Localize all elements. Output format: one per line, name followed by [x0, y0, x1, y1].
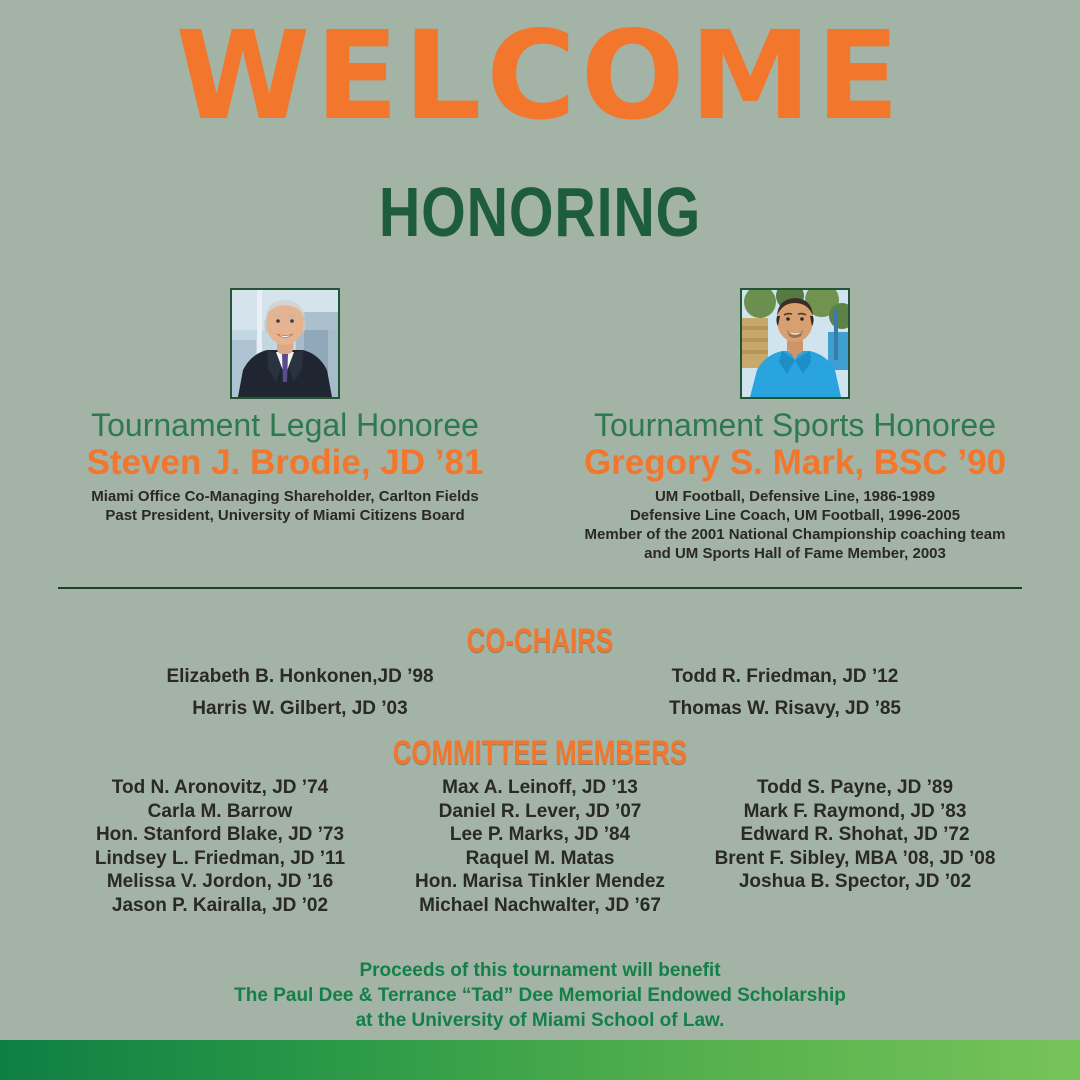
steven-brodie-portrait-image: [232, 290, 338, 397]
bio-line: UM Football, Defensive Line, 1986-1989: [654, 488, 936, 505]
legal-honoree-bio: [55, 487, 515, 525]
legal-honoree-role: Tournament Legal Honoree: [91, 407, 479, 443]
section-divider: [58, 587, 1022, 589]
committee-member-name: Jason P. Kairalla, JD ’02: [111, 894, 329, 916]
honoree-legal-block: [55, 288, 515, 525]
committee-member-name: Edward R. Shohat, JD ’72: [740, 824, 970, 845]
bio-line: and UM Sports Hall of Fame Member, 2003: [644, 545, 946, 562]
committee-member-name: Tod N. Aronovitz, JD ’74: [111, 777, 329, 798]
committee-member-name: Joshua B. Spector, JD ’02: [738, 871, 972, 892]
committee-member-name: Hon. Marisa Tinkler Mendez: [415, 871, 665, 892]
committee-member-name: Hon. Stanford Blake, JD ’73: [95, 824, 345, 845]
footer-line: Proceeds of this tournament will benefit: [359, 960, 721, 981]
co-chairs-column-right: [560, 661, 1010, 725]
co-chairs-heading: CO-CHAIRS: [466, 622, 614, 660]
gregory-mark-portrait-image: [742, 290, 848, 397]
committee-member-name: Max A. Leinoff, JD ’13: [442, 777, 638, 798]
proceeds-footer: [0, 958, 1080, 1033]
bio-line: Defensive Line Coach, UM Football, 1996-2005: [629, 507, 961, 524]
committee-member-name: Melissa V. Jordon, JD ’16: [106, 871, 334, 892]
sports-honoree-name: Gregory S. Mark, BSC ’90: [583, 443, 1007, 482]
co-chair-name: Harris W. Gilbert, JD ’03: [192, 698, 408, 719]
sports-honoree-role: Tournament Sports Honoree: [594, 407, 996, 443]
welcome-title: WELCOME: [175, 5, 905, 147]
bio-line: Past President, University of Miami Citizens Board: [105, 507, 465, 524]
committee-member-name: Raquel M. Matas: [465, 847, 615, 869]
committee-member-name: Carla M. Barrow: [147, 800, 293, 822]
committee-member-name: Lee P. Marks, JD ’84: [449, 824, 631, 845]
committee-member-name: Michael Nachwalter, JD ’67: [419, 894, 661, 916]
legal-honoree-name: Steven J. Brodie, JD ’81: [86, 443, 484, 482]
sports-honoree-bio: [565, 487, 1025, 563]
committee-column-3: [655, 776, 1055, 894]
committee-member-name: Mark F. Raymond, JD ’83: [743, 800, 967, 822]
bio-line: Member of the 2001 National Championship coaching team: [584, 526, 1006, 543]
co-chairs-column-left: [75, 661, 525, 725]
gregory-mark-photo: [740, 288, 850, 399]
committee-members-heading: COMMITTEE MEMBERS: [392, 734, 688, 772]
co-chair-name: Thomas W. Risavy, JD ’85: [669, 698, 901, 719]
co-chair-name: Todd R. Friedman, JD ’12: [671, 666, 899, 687]
footer-line: The Paul Dee & Terrance “Tad” Dee Memorial Endowed Scholarship: [234, 985, 846, 1006]
steven-brodie-photo: [230, 288, 340, 399]
committee-member-name: Lindsey L. Friedman, JD ’11: [94, 847, 346, 869]
honoring-subtitle: HONORING: [378, 173, 702, 251]
committee-member-name: Daniel R. Lever, JD ’07: [438, 800, 642, 822]
footer-line: at the University of Miami School of Law.: [355, 1010, 725, 1031]
green-gradient-bar: [0, 1040, 1080, 1080]
committee-member-name: Todd S. Payne, JD ’89: [756, 777, 954, 798]
honoree-sports-block: [565, 288, 1025, 563]
co-chair-name: Elizabeth B. Honkonen,JD ’98: [166, 666, 434, 687]
committee-member-name: Brent F. Sibley, MBA ’08, JD ’08: [714, 847, 996, 869]
bio-line: Miami Office Co-Managing Shareholder, Carlton Fields: [91, 488, 479, 505]
